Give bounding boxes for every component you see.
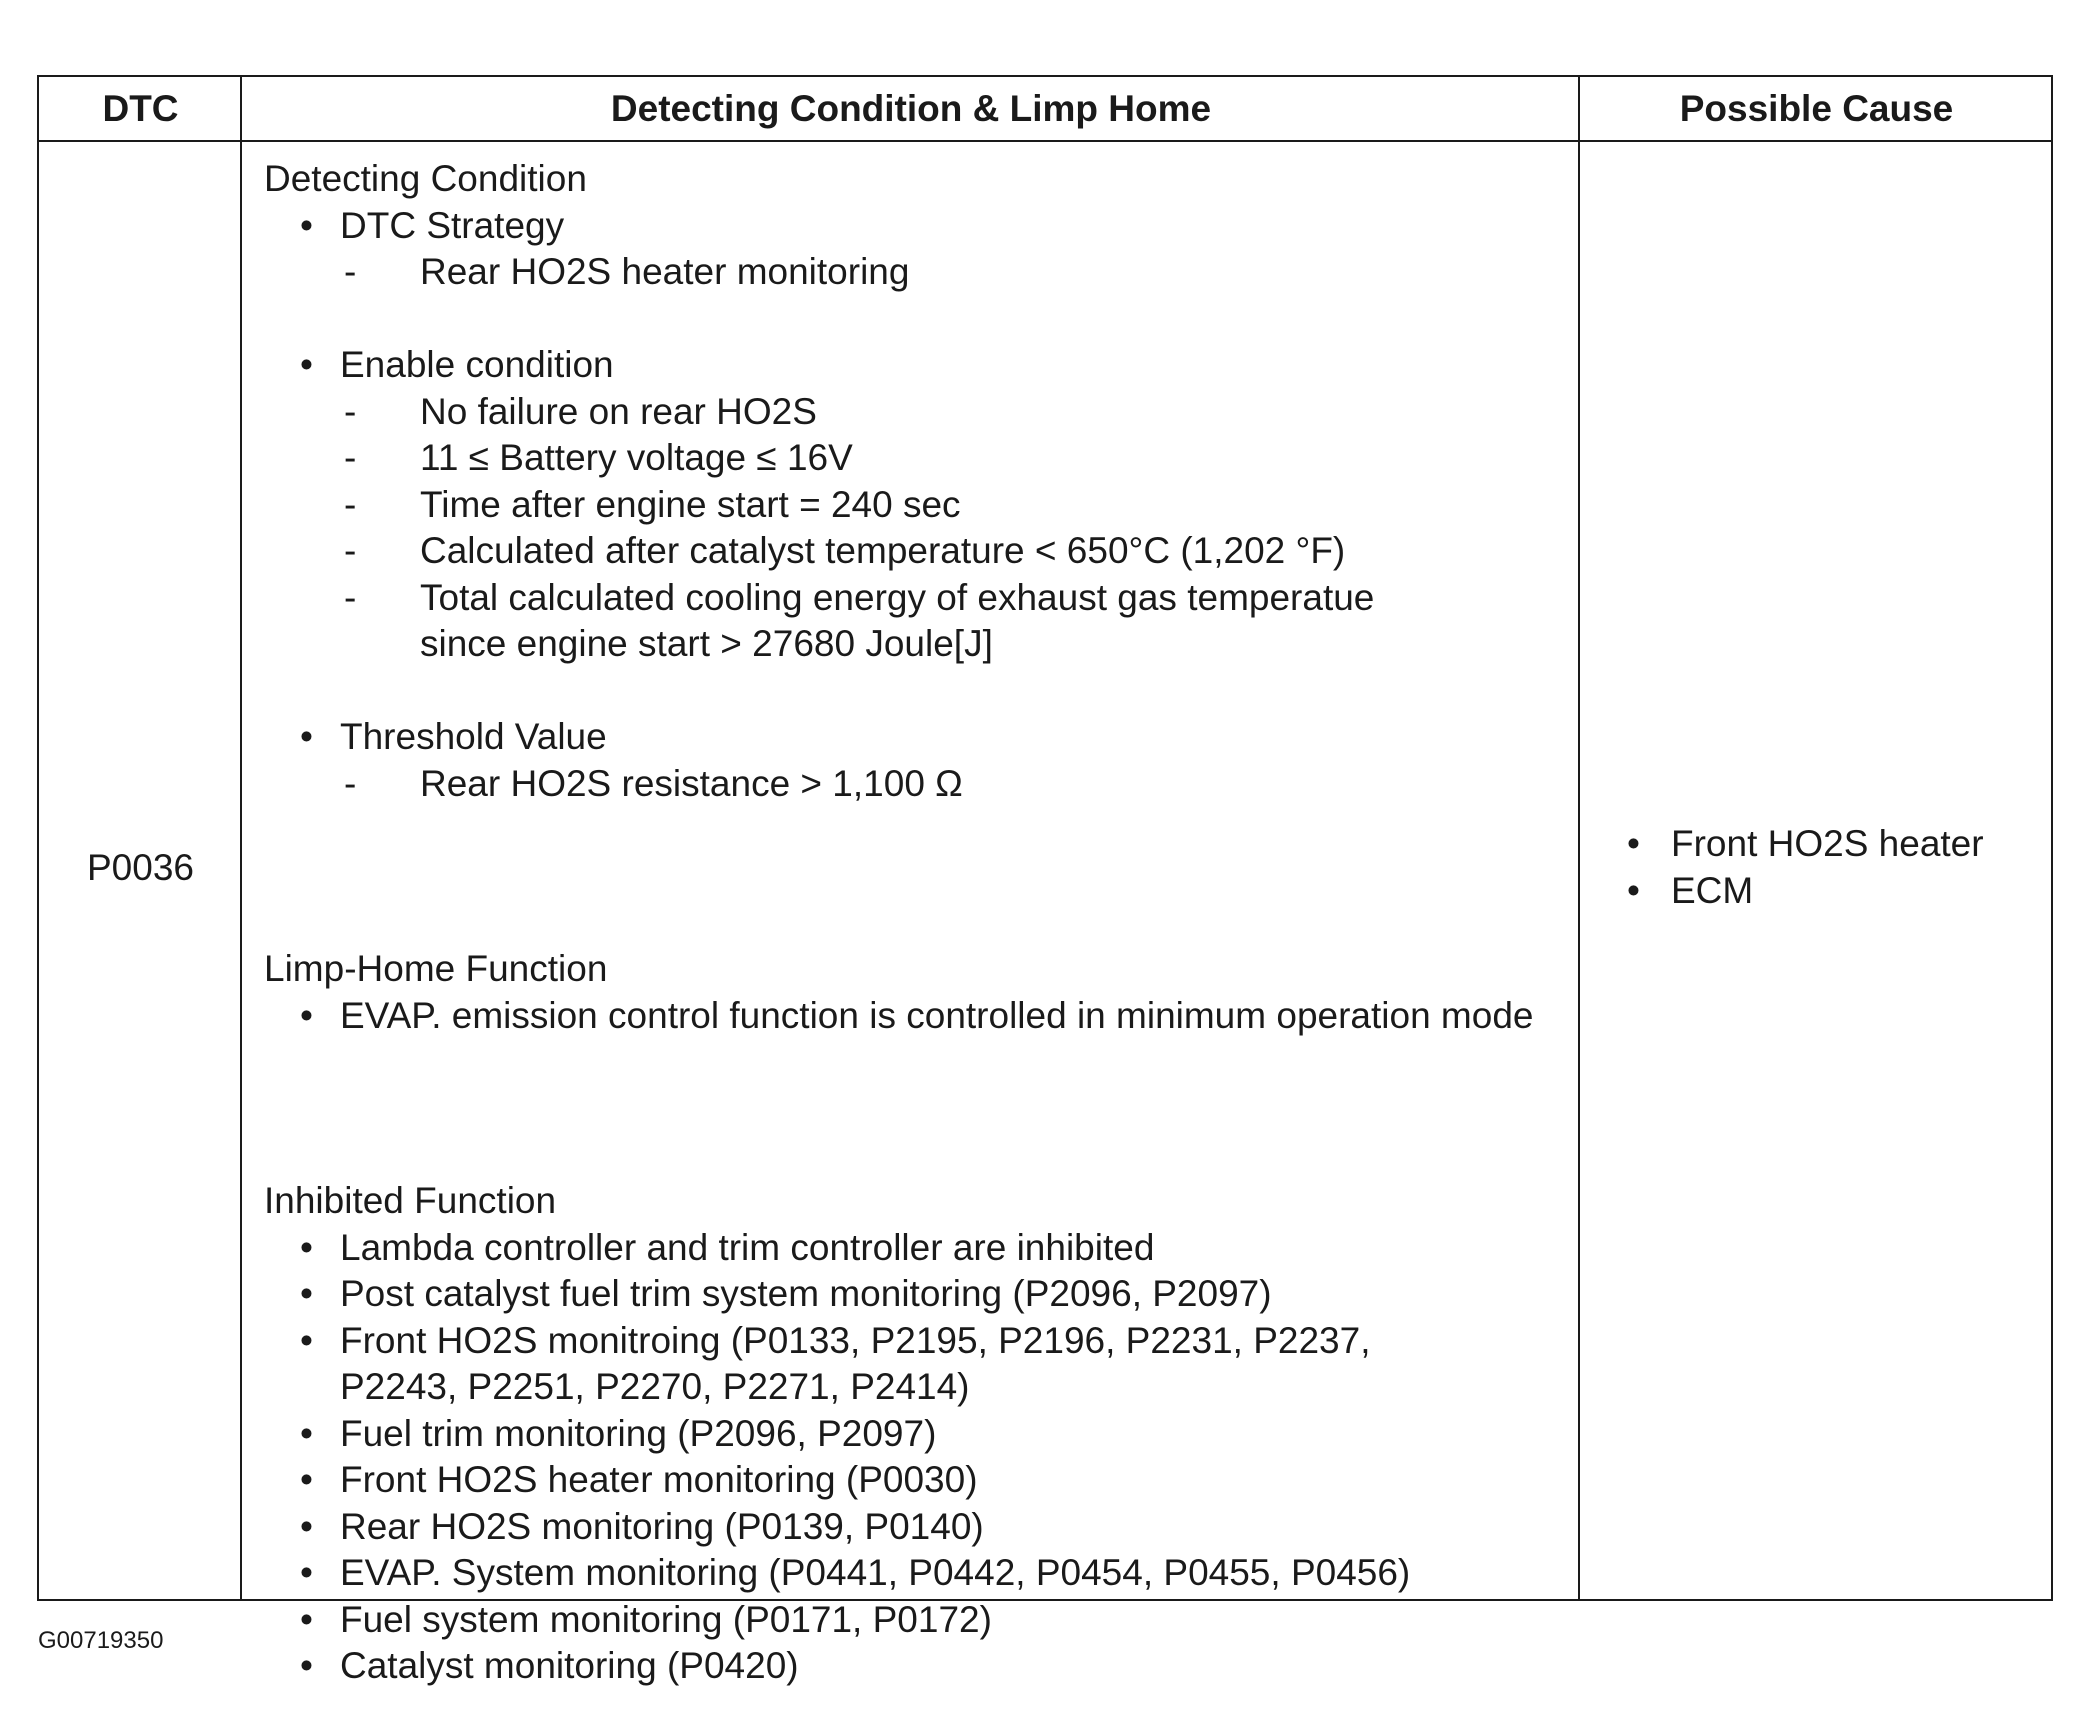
- column-divider: [240, 77, 242, 1601]
- dtc-code: P0036: [87, 847, 194, 888]
- inhibited-function-title: Inhibited Function: [264, 1180, 557, 1221]
- header-detecting-condition: Detecting Condition & Limp Home: [610, 88, 1212, 129]
- bullet-icon: •: [300, 1552, 313, 1593]
- bullet-icon: •: [300, 1273, 313, 1314]
- bullet-icon: •: [300, 1459, 313, 1500]
- dash-icon: -: [344, 390, 357, 432]
- list-item: • Fuel trim monitoring (P2096, P2097): [262, 1411, 1582, 1458]
- list-item: • Catalyst monitoring (P0420): [262, 1643, 1582, 1690]
- list-item: - Time after engine start = 240 sec: [262, 482, 1582, 529]
- bullet-icon: •: [300, 1412, 313, 1454]
- list-item: • EVAP. System monitoring (P0441, P0442, P0454, P0455, P0456): [262, 1550, 1582, 1597]
- header-dtc: DTC: [102, 88, 179, 129]
- list-item: • Front HO2S heater monitoring (P0030): [262, 1457, 1582, 1504]
- list-item: - Calculated after catalyst temperature < 650°C (1,202 °F): [262, 528, 1582, 575]
- list-item: • EVAP. emission control function is controlled in minimum operation mode: [262, 993, 1582, 1040]
- list-item: - No failure on rear HO2S: [262, 389, 1582, 436]
- bullet-icon: •: [1627, 869, 1640, 911]
- list-item: - Total calculated cooling energy of exhaust gas temperatue: [262, 575, 1582, 622]
- header-possible-cause: Possible Cause: [1679, 88, 1954, 129]
- list-item-continuation: since engine start > 27680 Joule[J]: [420, 623, 993, 664]
- list-item: - Rear HO2S resistance > 1,100 Ω: [262, 761, 1582, 808]
- dash-icon: -: [344, 483, 357, 525]
- list-item: • Fuel system monitoring (P0171, P0172): [262, 1597, 1582, 1644]
- list-item: • Rear HO2S monitoring (P0139, P0140): [262, 1504, 1582, 1551]
- list-item: - 11 ≤ Battery voltage ≤ 16V: [262, 435, 1582, 482]
- list-item: • Post catalyst fuel trim system monitoring (P2096, P2097): [262, 1271, 1582, 1318]
- bullet-icon: •: [300, 716, 313, 757]
- detecting-condition-title: Detecting Condition: [264, 158, 587, 199]
- table-header-row: [39, 77, 2051, 142]
- list-item-continuation: P2243, P2251, P2270, P2271, P2414): [340, 1366, 970, 1407]
- condition-cell: [262, 156, 1582, 1690]
- list-item: • DTC Strategy: [262, 203, 1582, 250]
- bullet-icon: •: [300, 1505, 313, 1547]
- list-item: • Enable condition: [262, 342, 1582, 389]
- list-item: • Lambda controller and trim controller are inhibited: [262, 1225, 1582, 1272]
- list-item: - Rear HO2S heater monitoring: [262, 249, 1582, 296]
- list-item: • Threshold Value: [262, 714, 1582, 761]
- dash-icon: -: [344, 530, 357, 571]
- dash-icon: -: [344, 576, 357, 618]
- bullet-icon: •: [300, 1598, 313, 1640]
- list-item: • ECM: [1599, 868, 2049, 915]
- bullet-icon: •: [300, 1226, 313, 1268]
- bullet-icon: •: [300, 204, 313, 246]
- list-item: • Front HO2S monitroing (P0133, P2195, P2196, P2231, P2237,: [262, 1318, 1582, 1365]
- bullet-icon: •: [1627, 823, 1640, 864]
- dash-icon: -: [344, 762, 357, 804]
- limp-home-title: Limp-Home Function: [264, 948, 608, 989]
- figure-id: G00719350: [38, 1627, 164, 1654]
- dash-icon: -: [344, 437, 357, 478]
- bullet-icon: •: [300, 1645, 313, 1686]
- bullet-icon: •: [300, 344, 313, 385]
- bullet-icon: •: [300, 1319, 313, 1361]
- list-item: • Front HO2S heater: [1599, 821, 2049, 868]
- dash-icon: -: [344, 251, 357, 292]
- possible-cause-cell: [1599, 821, 2049, 914]
- bullet-icon: •: [300, 994, 313, 1036]
